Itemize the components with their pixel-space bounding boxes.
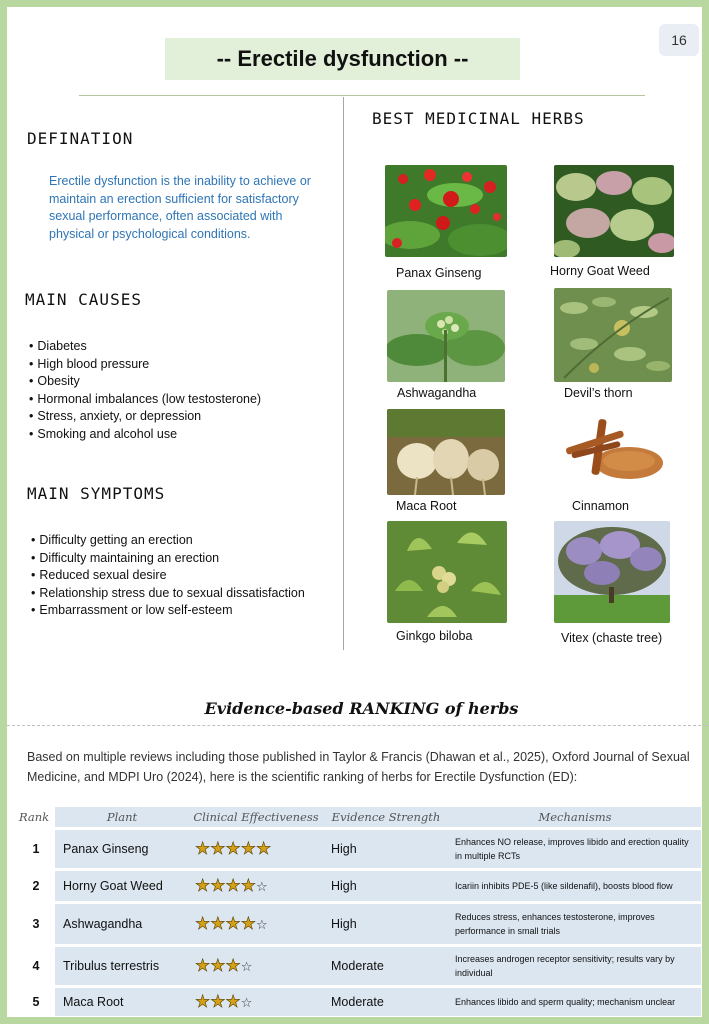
rank-cell: 4: [17, 947, 55, 985]
table-row: [17, 830, 701, 868]
herb-caption: Ashwagandha: [397, 386, 477, 400]
header-rank: Rank: [17, 807, 55, 827]
rank-cell: 1: [17, 830, 55, 868]
ranking-intro: Based on multiple reviews including those published in Taylor & Francis (Dhawan et al., 2025), Oxford Journal of Sexual Medicine, and MDPI Uro (2024), here is the scientific ranking of herbs for Erectile Dysfunction (ED):: [27, 750, 690, 784]
evidence-cell: High: [323, 871, 449, 901]
page-title: -- Erectile dysfunction --: [165, 38, 520, 80]
evidence-cell: Moderate: [323, 947, 449, 985]
rank-cell: 2: [17, 871, 55, 901]
herb-caption: Horny Goat Weed: [550, 264, 650, 278]
mechanism-cell: Reduces stress, enhances testosterone, improves performance in small trials: [449, 904, 701, 944]
herbs-heading: BEST MEDICINAL HERBS: [372, 109, 585, 128]
symptom-item: • Embarrassment or low self-esteem: [31, 602, 331, 620]
star-filled-icon: ★: [210, 876, 226, 895]
star-filled-icon: ★: [240, 839, 256, 858]
cause-item: • Diabetes: [29, 338, 261, 356]
rank-cell: 5: [17, 988, 55, 1016]
star-rating: [189, 904, 323, 944]
star-rating: [189, 988, 323, 1016]
star-filled-icon: ★: [240, 914, 256, 933]
star-filled-icon: ★: [225, 914, 241, 933]
table-row: [17, 988, 701, 1016]
evidence-cell: High: [323, 904, 449, 944]
symptom-item: • Reduced sexual desire: [31, 567, 331, 585]
title-divider: [79, 95, 645, 96]
ranking-table: [17, 804, 701, 1019]
star-filled-icon: ★: [240, 876, 256, 895]
vitex-image: [554, 521, 670, 623]
plant-cell: Ashwagandha: [55, 904, 189, 944]
star-filled-icon: ★: [210, 839, 226, 858]
star-filled-icon: ★: [210, 956, 226, 975]
cause-item: • Hormonal imbalances (low testosterone): [29, 391, 261, 409]
star-filled-icon: ★: [195, 992, 211, 1011]
star-filled-icon: ★: [256, 839, 272, 858]
star-filled-icon: ★: [195, 914, 211, 933]
star-filled-icon: ★: [210, 914, 226, 933]
star-filled-icon: ★: [195, 839, 211, 858]
star-empty-icon: ☆: [256, 879, 268, 894]
section-divider: [7, 725, 709, 726]
rank-cell: 3: [17, 904, 55, 944]
star-filled-icon: ★: [225, 839, 241, 858]
star-filled-icon: ★: [195, 956, 211, 975]
symptom-item: • Relationship stress due to sexual dissatisfaction: [31, 585, 331, 603]
definition-heading: DEFINATION: [27, 129, 134, 148]
plant-cell: Panax Ginseng: [55, 830, 189, 868]
star-empty-icon: ☆: [256, 917, 268, 932]
herb-caption: Vitex (chaste tree): [561, 631, 663, 645]
header-plant: Plant: [55, 807, 189, 827]
star-filled-icon: ★: [195, 876, 211, 895]
herb-caption: Maca Root: [396, 499, 457, 513]
definition-text: Erectile dysfunction is the inability to achieve or maintain an erection sufficient for satisfactory sexual performance, often associated with physical or psychological conditions.: [49, 174, 311, 241]
mechanism-cell: Increases androgen receptor sensitivity; results vary by individual: [449, 947, 701, 985]
plant-cell: Maca Root: [55, 988, 189, 1016]
evidence-cell: Moderate: [323, 988, 449, 1016]
mechanism-cell: Enhances NO release, improves libido and erection quality in multiple RCTs: [449, 830, 701, 868]
symptom-item: • Difficulty maintaining an erection: [31, 550, 331, 568]
table-row: [17, 871, 701, 901]
table-header-row: [17, 807, 701, 827]
causes-heading: MAIN CAUSES: [25, 290, 142, 309]
star-filled-icon: ★: [225, 992, 241, 1011]
evidence-cell: High: [323, 830, 449, 868]
ginkgo-biloba-image: [387, 521, 507, 623]
mechanism-cell: Icariin inhibits PDE-5 (like sildenafil), boosts blood flow: [449, 871, 701, 901]
cinnamon-image: [557, 413, 665, 483]
maca-root-image: [387, 409, 505, 495]
symptoms-heading: MAIN SYMPTOMS: [27, 484, 166, 503]
table-row: [17, 947, 701, 985]
star-filled-icon: ★: [225, 956, 241, 975]
star-filled-icon: ★: [225, 876, 241, 895]
star-rating: [189, 830, 323, 868]
star-empty-icon: ☆: [240, 959, 253, 974]
herb-caption: Devil’s thorn: [564, 386, 633, 400]
plant-cell: Horny Goat Weed: [55, 871, 189, 901]
mechanism-cell: Enhances libido and sperm quality; mechanism unclear: [449, 988, 701, 1016]
star-empty-icon: ☆: [240, 995, 253, 1010]
symptoms-list: [31, 532, 331, 620]
cause-item: • Stress, anxiety, or depression: [29, 408, 261, 426]
symptom-item: • Difficulty getting an erection: [31, 532, 331, 550]
column-divider: [343, 97, 344, 650]
header-effectiveness: Clinical Effectiveness: [189, 807, 323, 827]
horny-goat-weed-image: [554, 165, 674, 257]
ranking-title: Evidence-based RANKING of herbs: [204, 699, 519, 718]
cause-item: • Obesity: [29, 373, 261, 391]
herb-caption: Ginkgo biloba: [396, 629, 473, 643]
herb-caption: Cinnamon: [572, 499, 629, 513]
panax-ginseng-image: [385, 165, 507, 257]
herb-caption: Panax Ginseng: [396, 266, 482, 280]
header-evidence: Evidence Strength: [323, 807, 449, 827]
star-filled-icon: ★: [210, 992, 226, 1011]
devils-thorn-image: [554, 288, 672, 382]
header-mechanisms: Mechanisms: [449, 807, 701, 827]
table-row: [17, 904, 701, 944]
cause-item: • High blood pressure: [29, 356, 261, 374]
cause-item: • Smoking and alcohol use: [29, 426, 261, 444]
star-rating: [189, 871, 323, 901]
causes-list: [29, 338, 261, 443]
page-number-badge: 16: [659, 24, 699, 56]
star-rating: [189, 947, 323, 985]
plant-cell: Tribulus terrestris: [55, 947, 189, 985]
ashwagandha-image: [387, 290, 505, 382]
